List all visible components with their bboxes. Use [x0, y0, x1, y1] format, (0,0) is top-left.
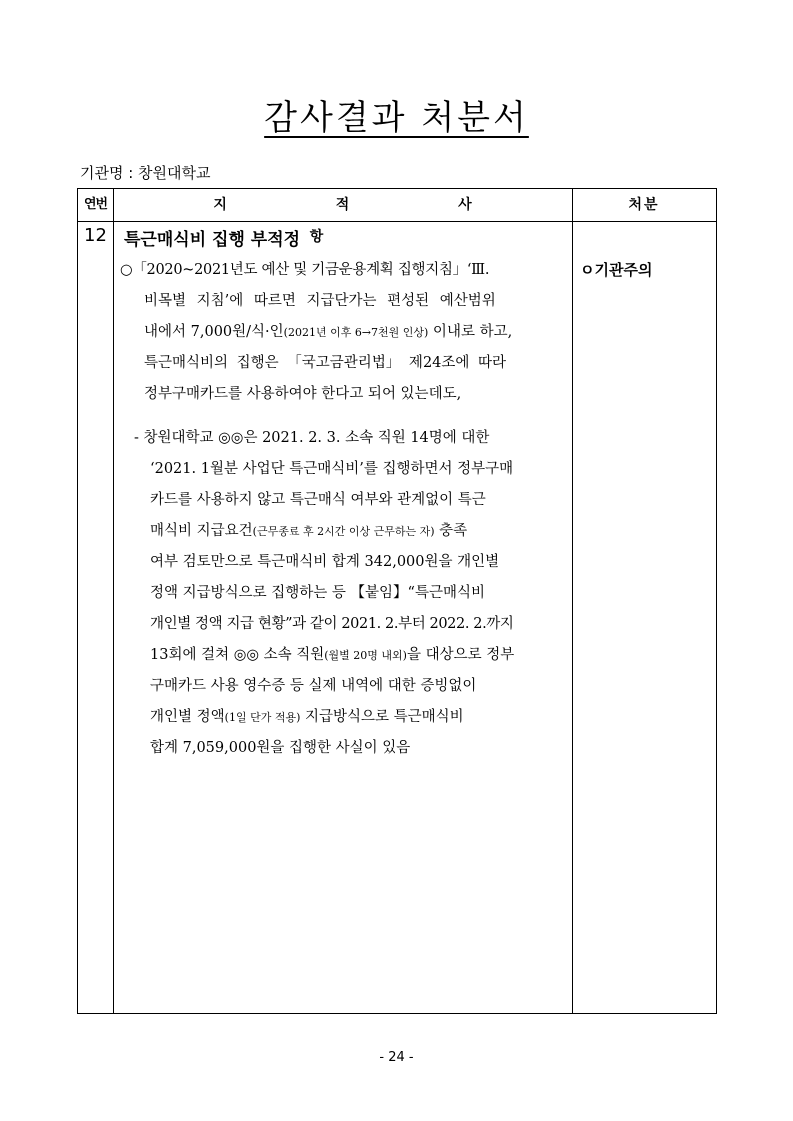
text-line: 합계 7,059,000원을 집행한 사실이 있음 [150, 740, 411, 756]
finding-paragraph-1 [114, 255, 568, 410]
text-segment: 이내로 하고, [428, 324, 513, 340]
audit-table [77, 188, 717, 1014]
header-divider [78, 221, 716, 222]
text-line: 구매카드 사용 영수증 등 실제 내역에 대한 증빙없이 [150, 678, 477, 694]
text-line [114, 516, 568, 547]
row-number: 12 [84, 225, 107, 246]
organization-label: 기관명 : 창원대학교 [80, 164, 211, 182]
text-line: 정액 지급방식으로 집행하는 등 【붙임】“특근매식비 [150, 585, 485, 601]
header-number: 연번 [83, 197, 108, 212]
text-line: - 창원대학교 ◎◎은 2021. 2. 3. 소속 직원 14명에 대한 [134, 430, 490, 446]
text-line: ○「2020~2021년도 예산 및 기금운용계획 집행지침」‘Ⅲ. [120, 262, 490, 278]
text-note: (2021년 이후 6→7천원 인상) [283, 326, 429, 339]
text-line: 개인별 정액 지급 현황”과 같이 2021. 2.부터 2022. 2.까지 [150, 616, 514, 632]
text-note: (1일 단가 적용) [224, 711, 301, 724]
text-line [114, 640, 568, 671]
document-title: 감사결과 처분서 [264, 98, 529, 138]
column-divider [572, 189, 573, 1013]
header-findings: 지 적 사 항 [213, 197, 524, 245]
disposition-text: ㅇ기관주의 [580, 261, 653, 279]
text-segment: 내에서 7,000원/식·인 [144, 324, 284, 340]
text-line [114, 317, 568, 348]
text-line: ‘2021. 1월분 사업단 특근매식비’를 집행하면서 정부구매 [150, 461, 514, 477]
text-line: 비목별 지침’에 따르면 지급단가는 편성된 예산범위 [144, 293, 496, 309]
header-action: 처분 [628, 197, 660, 213]
text-segment: 을 대상으로 정부 [406, 647, 515, 663]
text-line: 특근매식비의 집행은 「국고금관리법」 제24조에 따라 [144, 355, 507, 371]
text-line [114, 702, 568, 733]
text-segment: 13회에 걸쳐 ◎◎ 소속 직원 [150, 647, 325, 663]
text-line: 정부구매카드를 사용하여야 한다고 되어 있는데도, [144, 386, 462, 402]
text-segment: 충족 [434, 523, 468, 539]
text-segment: 매식비 지급요건 [150, 523, 253, 539]
page-number: - 24 - [379, 1050, 414, 1065]
finding-paragraph-2 [114, 423, 568, 764]
text-segment: 지급방식으로 특근매식비 [300, 709, 464, 725]
text-note: (근무종료 후 2시간 이상 근무하는 자) [252, 525, 435, 538]
text-note: (월별 20명 내외) [324, 649, 407, 662]
text-line: 여부 검토만으로 특근매식비 합계 342,000원을 개인별 [150, 554, 500, 570]
text-line: 카드를 사용하지 않고 특근매식 여부와 관계없이 특근 [150, 492, 486, 508]
row-title: 특근매식비 집행 부적정 [124, 230, 301, 250]
text-segment: 개인별 정액 [150, 709, 225, 725]
